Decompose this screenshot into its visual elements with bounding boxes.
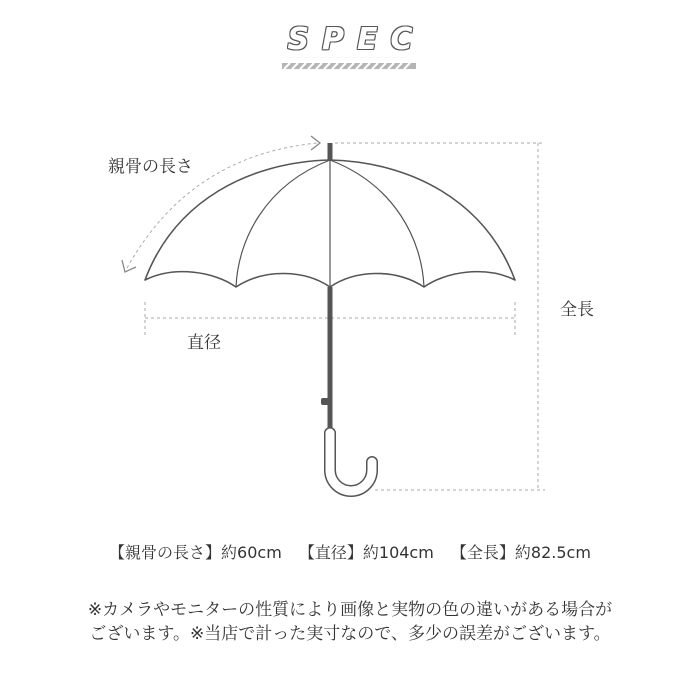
label-total-length: 全長	[560, 300, 594, 320]
spec-summary	[0, 540, 700, 563]
umbrella-shaft	[328, 287, 333, 435]
disclaimer-line-2: ございます。※当店で計った実寸なので、多少の誤差がございます。	[89, 624, 611, 644]
disclaimer	[0, 598, 700, 646]
label-diameter: 直径	[187, 333, 221, 353]
disclaimer-line-1: ※カメラやモニターの性質により画像と実物の色の違いがある場合が	[87, 600, 613, 620]
summary-total: 【全長】約82.5cm	[450, 543, 591, 562]
summary-rib: 【親骨の長さ】約60cm	[109, 543, 282, 562]
umbrella-button	[321, 398, 329, 405]
spec-title: SPEC	[287, 22, 426, 57]
label-rib-length: 親骨の長さ	[108, 157, 193, 177]
summary-diameter: 【直径】約104cm	[298, 543, 434, 562]
umbrella-tip	[328, 143, 333, 161]
title-underline	[282, 63, 416, 69]
